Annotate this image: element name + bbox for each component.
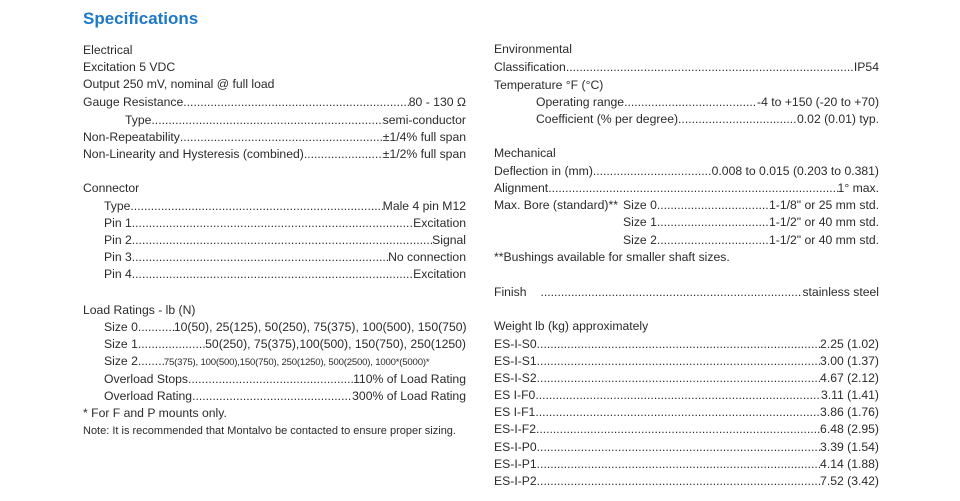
spec-value: 3.39 (1.54) [820,440,879,454]
spec-label: Size 2 [623,233,657,247]
spec-value: 110% of Load Rating [353,372,466,386]
spec-label: Finish [494,285,527,299]
weight-row [494,456,879,473]
weight-row [494,404,879,421]
spec-label: Pin 3 [104,250,132,264]
spec-label: ES-I-P2 [494,474,537,488]
spec-value: 50(250), 75(375),100(500), 150(750), 250(1250) [205,337,466,351]
spec-value: Male 4 pin M12 [382,199,466,213]
spec-value: Excitation [413,216,466,230]
temperature-heading: Temperature °F (°C) [494,78,604,92]
weight-heading: Weight lb (kg) approximately [494,319,649,333]
bushing-note: **Bushings available for smaller shaft sizes. [494,250,730,264]
spec-value: semi-conductor [382,113,466,127]
spec-label: Alignment [494,181,549,195]
sizing-note: Note: It is recommended that Montalvo be contacted to ensure proper sizing. [83,425,456,437]
spec-label: Pin 4 [104,267,132,281]
spec-value: 300% of Load Rating [352,389,466,403]
spec-label: ES I-F0 [494,388,536,402]
spec-label: Overload Rating [104,389,193,403]
weight-row [494,370,879,387]
connector-row [104,249,466,266]
temperature-row [536,111,879,128]
spec-value: No connection [388,250,466,264]
electrical-heading: Electrical [83,43,133,57]
spec-value: 3.86 (1.76) [820,405,879,419]
spec-value: 7.52 (3.42) [820,474,879,488]
load-row [104,388,466,405]
spec-label: Coefficient (% per degree) [536,112,679,126]
load-row [104,353,466,370]
spec-value: IP54 [853,60,879,74]
weight-row [494,353,879,370]
spec-row-non-repeatability [83,129,466,146]
spec-label: Size 2 [104,354,138,368]
load-row [104,319,466,336]
alignment-row [494,180,879,197]
spec-value: 80 - 130 Ω [408,95,466,109]
spec-value: 1-1/2" or 40 mm std. [769,215,879,229]
weight-row [494,421,879,438]
page-title: Specifications [83,9,199,28]
spec-value: ±1/2% full span [382,147,466,161]
spec-value: 3.00 (1.37) [820,354,879,368]
spec-value: stainless steel [802,285,879,299]
spec-label: Type [104,199,131,213]
spec-label: ES I-F1 [494,405,536,419]
spec-label: Overload Stops [104,372,189,386]
environmental-heading: Environmental [494,42,572,56]
spec-value: ±1/4% full span [382,130,466,144]
spec-value: 1-1/8" or 25 mm std. [769,198,879,212]
spec-row-type [125,112,466,129]
spec-value: 3.11 (1.41) [820,388,879,402]
spec-label: Gauge Resistance [83,95,184,109]
spec-row-gauge-resistance [83,94,466,111]
spec-label: Pin 1 [104,216,132,230]
connector-row [104,232,466,249]
spec-value: 75(375), 100(500),150(750), 250(1250), 500(2500), 1000*(5000)* [163,357,430,368]
spec-value: 4.14 (1.88) [820,457,879,471]
spec-value: Signal [432,233,466,247]
footnote: * For F and P mounts only. [83,406,227,420]
bore-row [623,197,879,214]
spec-label: ES-I-S1 [494,354,537,368]
connector-heading: Connector [83,181,140,195]
spec-value: Excitation [413,267,466,281]
output-text: Output 250 mV, nominal @ full load [83,77,275,91]
bore-row [623,232,879,249]
finish-row [494,284,879,301]
spec-label: Size 1 [623,215,657,229]
spec-label: Classification [494,60,566,74]
spec-value: 10(50), 25(125), 50(250), 75(375), 100(500), 150(750) [173,320,467,334]
spec-label: Non-Linearity and Hysteresis (combined) [83,147,304,161]
spec-value: 1-1/2" or 40 mm std. [769,233,879,247]
spec-value: 1° max. [837,181,879,195]
spec-label: ES-I-P1 [494,457,537,471]
spec-label: Non-Repeatability [83,130,180,144]
spec-value: -4 to +150 (-20 to +70) [757,95,879,109]
max-bore-label: Max. Bore (standard)** [494,198,618,212]
spec-value: 6.48 (2.95) [820,422,879,436]
spec-label: ES-I-S0 [494,337,537,351]
spec-label: Pin 2 [104,233,132,247]
connector-row [104,198,466,215]
spec-label: Type [125,113,152,127]
weight-row [494,473,879,490]
spec-value: 0.02 (0.01) typ. [797,112,879,126]
spec-label: Deflection in (mm) [494,164,593,178]
load-row [104,371,466,388]
spec-label: ES-I-S2 [494,371,537,385]
weight-row [494,336,879,353]
excitation-text: Excitation 5 VDC [83,60,176,74]
load-row [104,336,466,353]
connector-row [104,266,466,283]
spec-label: Operating range [536,95,625,109]
weight-row [494,439,879,456]
deflection-row [494,163,879,180]
load-ratings-heading: Load Ratings - lb (N) [83,303,196,317]
temperature-row [536,94,879,111]
spec-label: ES-I-P0 [494,440,537,454]
spec-label: Size 0 [104,320,138,334]
weight-row [494,387,879,404]
bore-row [623,214,879,231]
classification-row [494,59,879,76]
spec-row-non-linearity [83,146,466,163]
mechanical-heading: Mechanical [494,146,556,160]
spec-label: Size 0 [623,198,657,212]
spec-value: 4.67 (2.12) [820,371,879,385]
spec-value: 2.25 (1.02) [820,337,879,351]
connector-row [104,215,466,232]
spec-value: 0.008 to 0.015 (0.203 to 0.381) [711,164,879,178]
spec-label: ES-I-F2 [494,422,536,436]
spec-label: Size 1 [104,337,138,351]
